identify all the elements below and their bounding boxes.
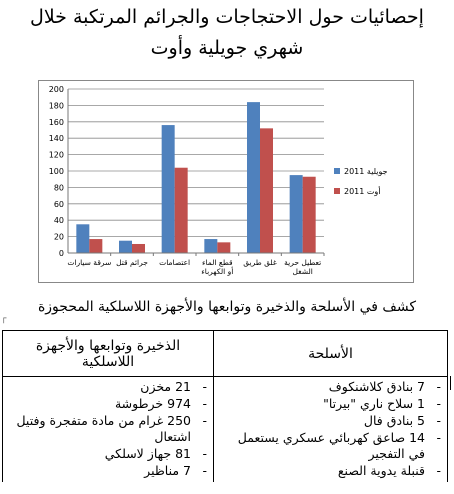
weapon-item: - قنبلة يدوية الصنع bbox=[220, 463, 441, 479]
legend-label: جويلية 2011 bbox=[344, 167, 388, 176]
header-weapons: الأسلحة bbox=[214, 331, 448, 377]
bar bbox=[175, 168, 188, 253]
weapon-item: - 5 بنادق فال bbox=[220, 413, 441, 429]
table-body-row bbox=[3, 377, 448, 483]
bar bbox=[247, 102, 260, 253]
y-tick-label: 60 bbox=[53, 199, 64, 209]
seized-items-table bbox=[2, 330, 448, 482]
header-ammo: الذخيرة وتوابعها والأجهزة اللاسلكية bbox=[3, 331, 214, 377]
paragraph-marker: ┌ bbox=[1, 314, 7, 324]
y-tick-label: 0 bbox=[58, 249, 64, 258]
weapons-cell bbox=[214, 377, 448, 483]
text-cursor bbox=[450, 376, 454, 390]
bar bbox=[260, 128, 273, 253]
ammo-item: - 21 مخزن bbox=[9, 379, 207, 395]
weapons-list bbox=[220, 379, 441, 479]
y-tick-label: 160 bbox=[48, 117, 64, 127]
y-tick-label: 80 bbox=[53, 183, 64, 193]
x-tick-label: اعتصامات bbox=[159, 258, 191, 267]
x-tick-label-line: تعطيل حرية bbox=[284, 258, 322, 267]
ammo-item: - 7 مناظير bbox=[9, 463, 207, 479]
x-tick-label: سرقة سيارات bbox=[67, 258, 112, 267]
y-tick-label: 120 bbox=[48, 150, 64, 160]
bar bbox=[290, 175, 303, 253]
bar bbox=[303, 177, 316, 253]
weapon-item: - 7 بنادق كلاشنكوف bbox=[220, 379, 441, 395]
bar bbox=[76, 224, 89, 253]
table-caption: كشف في الأسلحة والذخيرة وتوابعها والأجهزة اللاسلكية المحجوزة bbox=[37, 299, 417, 315]
ammo-item: - 974 خرطوشة bbox=[9, 396, 207, 412]
bar bbox=[119, 241, 132, 253]
legend-label: أوت 2011 bbox=[344, 187, 381, 196]
bar bbox=[89, 239, 102, 253]
x-tick-label-line: الشغل bbox=[292, 267, 313, 276]
y-tick-label: 40 bbox=[53, 216, 64, 226]
bar bbox=[132, 244, 145, 253]
bar bbox=[217, 242, 230, 253]
ammo-item: - 250 غرام من مادة متفجرة وفتيل اشتعال bbox=[9, 413, 207, 445]
statistics-bar-chart bbox=[38, 80, 414, 283]
y-tick-label: 140 bbox=[48, 134, 64, 144]
x-tick-label bbox=[201, 258, 233, 276]
weapon-item: - 14 صاعق كهربائي عسكري يستعمل في التفجير bbox=[220, 430, 441, 462]
ammo-cell bbox=[3, 377, 214, 483]
bar bbox=[162, 125, 175, 253]
y-tick-label: 100 bbox=[48, 167, 64, 176]
ammo-list bbox=[9, 379, 207, 479]
table-header-row bbox=[3, 331, 448, 377]
bar bbox=[204, 239, 217, 253]
document-title-line-2: شهري جويلية وأوت bbox=[150, 37, 304, 59]
ammo-item: - 81 جهاز لاسلكي bbox=[9, 446, 207, 462]
y-tick-label: 180 bbox=[48, 101, 64, 111]
y-tick-label: 200 bbox=[48, 85, 64, 94]
x-tick-label: غلق طريق bbox=[243, 258, 277, 267]
x-tick-label-line: قطع الماء bbox=[202, 258, 233, 267]
legend-swatch bbox=[334, 188, 340, 194]
weapon-item: - 1 سلاح ناري "بيرتا" bbox=[220, 396, 441, 412]
document-title-line-1: إحصائيات حول الاحتجاجات والجرائم المرتكبة خلال bbox=[30, 6, 424, 28]
y-tick-label: 20 bbox=[53, 232, 64, 242]
x-tick-label: جرائم قتل bbox=[116, 258, 148, 267]
x-tick-label-line: أو الكهرباء bbox=[201, 267, 234, 276]
legend-swatch bbox=[334, 168, 340, 174]
